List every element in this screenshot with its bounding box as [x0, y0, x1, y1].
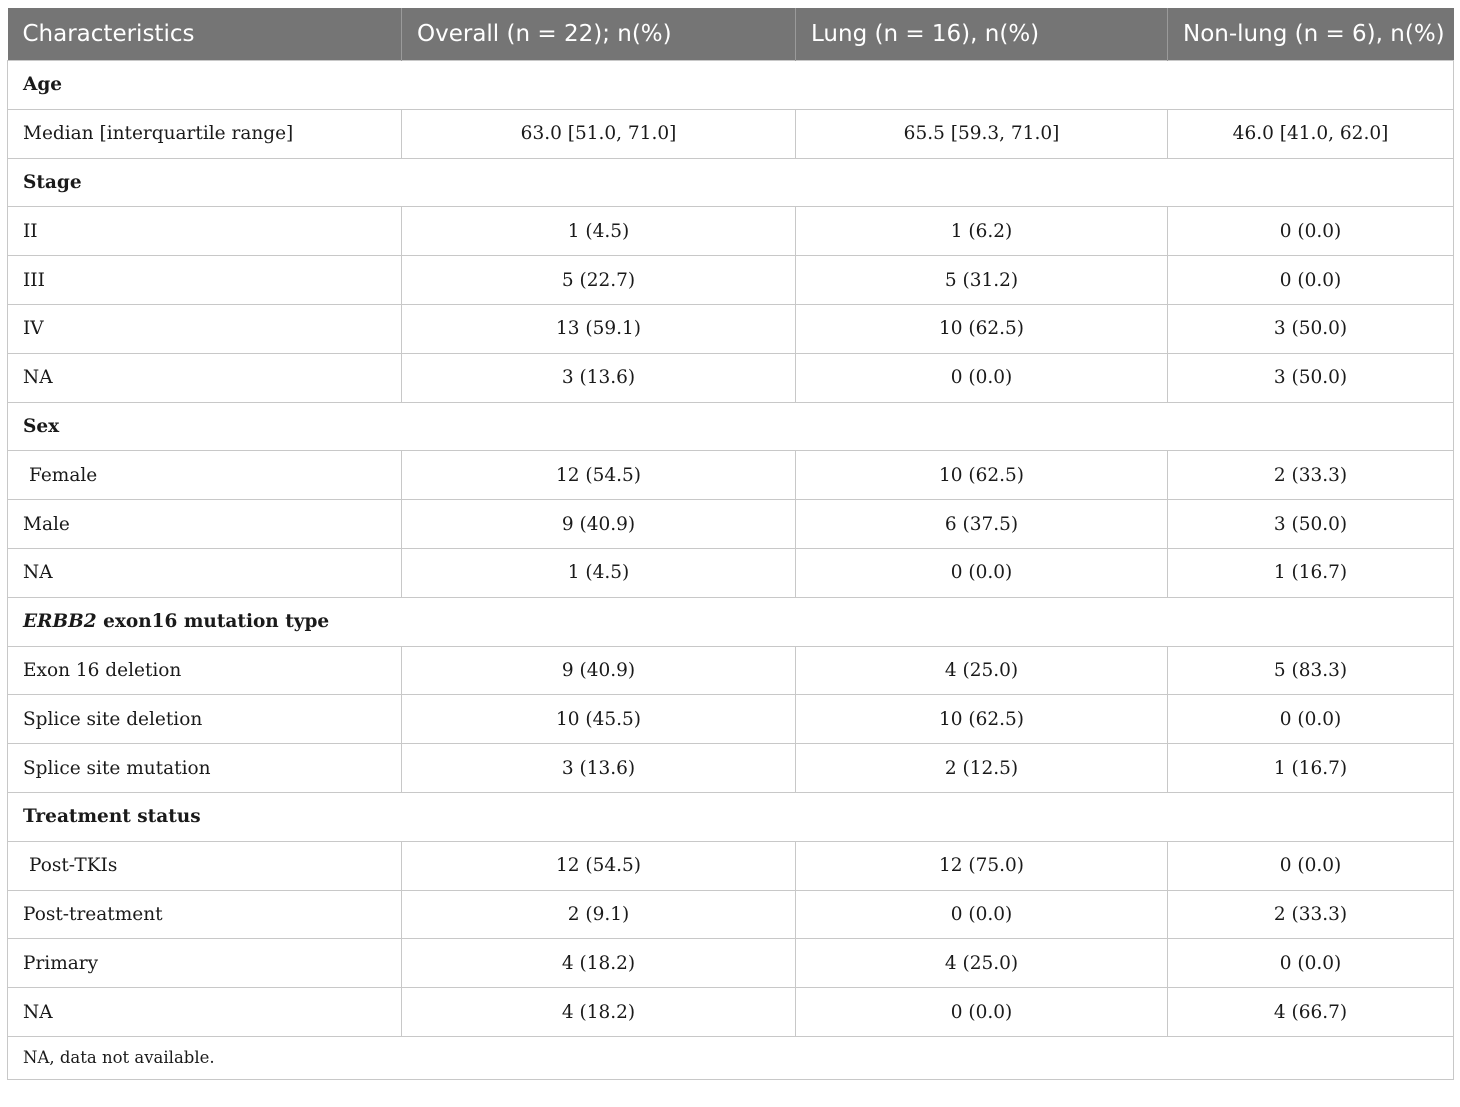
section-label-rest: exon16 mutation type	[96, 611, 330, 633]
cell-overall: 2 (9.1)	[402, 890, 796, 939]
cell-non-lung: 0 (0.0)	[1168, 939, 1454, 988]
section-label: Age	[8, 61, 1454, 110]
table-row	[8, 695, 1454, 744]
cell-non-lung: 0 (0.0)	[1168, 207, 1454, 256]
cell-overall: 9 (40.9)	[402, 500, 796, 549]
footnote-row	[8, 1036, 1454, 1079]
table-row	[8, 988, 1454, 1037]
cell-non-lung: 1 (16.7)	[1168, 548, 1454, 597]
table-row	[8, 109, 1454, 158]
header-non-lung: Non-lung (n = 6), n(%)	[1168, 8, 1454, 61]
cell-overall: 5 (22.7)	[402, 256, 796, 305]
cell-non-lung: 3 (50.0)	[1168, 304, 1454, 353]
cell-overall: 3 (13.6)	[402, 353, 796, 402]
table-row	[8, 256, 1454, 305]
row-label: II	[8, 207, 402, 256]
table-row	[8, 304, 1454, 353]
gene-name: ERBB2	[23, 611, 97, 633]
table-row	[8, 207, 1454, 256]
row-label: Splice site mutation	[8, 744, 402, 793]
cell-overall: 12 (54.5)	[402, 451, 796, 500]
table-row	[8, 353, 1454, 402]
cell-overall: 1 (4.5)	[402, 207, 796, 256]
cell-lung: 6 (37.5)	[796, 500, 1168, 549]
cell-lung: 0 (0.0)	[796, 890, 1168, 939]
cell-non-lung: 2 (33.3)	[1168, 890, 1454, 939]
cell-non-lung: 46.0 [41.0, 62.0]	[1168, 109, 1454, 158]
row-label: Splice site deletion	[8, 695, 402, 744]
row-label: Median [interquartile range]	[8, 109, 402, 158]
cell-overall: 4 (18.2)	[402, 939, 796, 988]
section-row-mutation-type	[8, 597, 1454, 646]
row-label: Female	[8, 451, 402, 500]
row-label: Post-treatment	[8, 890, 402, 939]
row-label: NA	[8, 548, 402, 597]
cell-lung: 0 (0.0)	[796, 988, 1168, 1037]
cell-lung: 10 (62.5)	[796, 695, 1168, 744]
cell-overall: 13 (59.1)	[402, 304, 796, 353]
cell-non-lung: 4 (66.7)	[1168, 988, 1454, 1037]
table-row	[8, 841, 1454, 890]
cell-non-lung: 0 (0.0)	[1168, 695, 1454, 744]
table-row	[8, 500, 1454, 549]
section-row-sex	[8, 402, 1454, 451]
characteristics-table	[7, 8, 1454, 1080]
section-label: Sex	[8, 402, 1454, 451]
header-overall: Overall (n = 22); n(%)	[402, 8, 796, 61]
row-label: Post-TKIs	[8, 841, 402, 890]
cell-lung: 5 (31.2)	[796, 256, 1168, 305]
row-label: NA	[8, 353, 402, 402]
cell-lung: 12 (75.0)	[796, 841, 1168, 890]
header-characteristics: Characteristics	[8, 8, 402, 61]
cell-overall: 3 (13.6)	[402, 744, 796, 793]
row-label: IV	[8, 304, 402, 353]
cell-lung: 10 (62.5)	[796, 451, 1168, 500]
cell-non-lung: 2 (33.3)	[1168, 451, 1454, 500]
cell-overall: 12 (54.5)	[402, 841, 796, 890]
header-row	[8, 8, 1454, 61]
row-label: NA	[8, 988, 402, 1037]
footnote: NA, data not available.	[8, 1036, 1454, 1079]
cell-lung: 4 (25.0)	[796, 939, 1168, 988]
section-row-stage	[8, 158, 1454, 207]
cell-non-lung: 3 (50.0)	[1168, 500, 1454, 549]
row-label: Male	[8, 500, 402, 549]
cell-non-lung: 5 (83.3)	[1168, 646, 1454, 695]
table-row	[8, 939, 1454, 988]
cell-lung: 0 (0.0)	[796, 353, 1168, 402]
table-row	[8, 646, 1454, 695]
section-label: Treatment status	[8, 792, 1454, 841]
cell-overall: 1 (4.5)	[402, 548, 796, 597]
row-label: III	[8, 256, 402, 305]
header-lung: Lung (n = 16), n(%)	[796, 8, 1168, 61]
cell-non-lung: 0 (0.0)	[1168, 256, 1454, 305]
cell-non-lung: 0 (0.0)	[1168, 841, 1454, 890]
table-row	[8, 548, 1454, 597]
table-row	[8, 890, 1454, 939]
row-label: Primary	[8, 939, 402, 988]
cell-lung: 65.5 [59.3, 71.0]	[796, 109, 1168, 158]
section-row-age	[8, 61, 1454, 110]
cell-overall: 10 (45.5)	[402, 695, 796, 744]
cell-overall: 9 (40.9)	[402, 646, 796, 695]
cell-overall: 4 (18.2)	[402, 988, 796, 1037]
characteristics-table-container	[7, 8, 1453, 1080]
cell-non-lung: 1 (16.7)	[1168, 744, 1454, 793]
cell-overall: 63.0 [51.0, 71.0]	[402, 109, 796, 158]
cell-lung: 10 (62.5)	[796, 304, 1168, 353]
cell-lung: 2 (12.5)	[796, 744, 1168, 793]
cell-lung: 4 (25.0)	[796, 646, 1168, 695]
section-row-treatment-status	[8, 792, 1454, 841]
table-row	[8, 744, 1454, 793]
section-label	[8, 597, 1454, 646]
section-label: Stage	[8, 158, 1454, 207]
cell-lung: 0 (0.0)	[796, 548, 1168, 597]
cell-non-lung: 3 (50.0)	[1168, 353, 1454, 402]
row-label: Exon 16 deletion	[8, 646, 402, 695]
cell-lung: 1 (6.2)	[796, 207, 1168, 256]
table-row	[8, 451, 1454, 500]
